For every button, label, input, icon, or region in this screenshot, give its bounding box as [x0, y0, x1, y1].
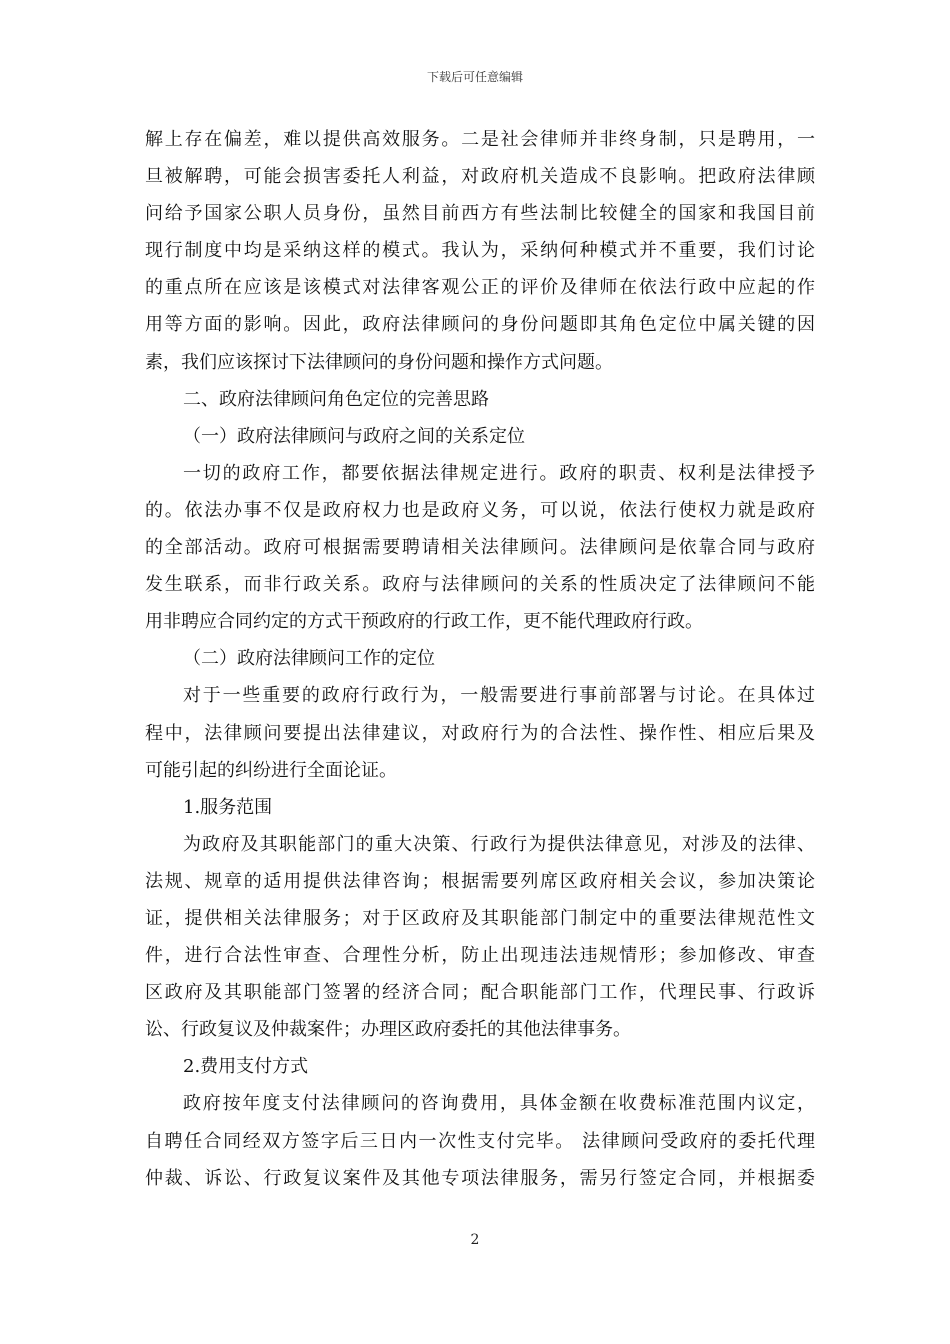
text-line: 件，进行合法性审查、合理性分析，防止出现违法违规情形；参加修改、审查 — [145, 945, 815, 967]
text-line: 用非聘应合同约定的方式干预政府的行政工作，更不能代理政府行政。 — [145, 611, 703, 633]
text-line: 讼、行政复议及仲裁案件；办理区政府委托的其他法律事务。 — [145, 1019, 631, 1041]
text-line: 的全部活动。政府可根据需要聘请相关法律顾问。法律顾问是依靠合同与政府 — [145, 537, 815, 559]
text-line: 的。依法办事不仅是政府权力也是政府义务，可以说，依法行使权力就是政府 — [145, 499, 815, 521]
page-header-note: 下载后可任意编辑 — [426, 70, 523, 84]
text-line: 区政府及其职能部门签署的经济合同；配合职能部门工作，代理民事、行政诉 — [145, 982, 815, 1004]
text-line: 解上存在偏差，难以提供高效服务。二是社会律师并非终身制，只是聘用，一 — [145, 129, 815, 150]
page-number: 2 — [470, 1232, 480, 1248]
text-line: 问给予国家公职人员身份，虽然目前西方有些法制比较健全的国家和我国目前 — [145, 203, 815, 225]
text-line: 对于一些重要的政府行政行为，一般需要进行事前部署与讨论。在具体过 — [183, 685, 815, 707]
text-line: 为政府及其职能部门的重大决策、行政行为提供法律意见，对涉及的法律、 — [183, 833, 815, 855]
text-line: 发生联系，而非行政关系。政府与法律顾问的关系的性质决定了法律顾问不能 — [145, 574, 815, 596]
text-line: 的重点所在应该是该模式对法律客观公正的评价及律师在依法行政中应起的作 — [145, 277, 815, 299]
text-line: 旦被解聘，可能会损害委托人利益，对政府机关造成不良影响。把政府法律顾 — [145, 166, 815, 188]
text-line: 1.服务范围 — [183, 796, 273, 818]
text-line: 素，我们应该探讨下法律顾问的身份问题和操作方式问题。 — [145, 351, 613, 373]
text-line: 政府按年度支付法律顾问的咨询费用，具体金额在收费标准范围内议定， — [183, 1093, 815, 1115]
text-line: 现行制度中均是采纳这样的模式。我认为，采纳何种模式并不重要，我们讨论 — [145, 240, 815, 262]
text-line: （二）政府法律顾问工作的定位 — [183, 648, 435, 670]
text-line: 法规、规章的适用提供法律咨询；根据需要列席区政府相关会议，参加决策论 — [145, 870, 815, 892]
text-line: 程中，法律顾问要提出法律建议，对政府行为的合法性、操作性、相应后果及 — [145, 722, 815, 744]
document-body — [145, 121, 815, 1197]
text-line: 二、政府法律顾问角色定位的完善思路 — [183, 388, 489, 410]
text-line: 证，提供相关法律服务；对于区政府及其职能部门制定中的重要法律规范性文 — [145, 907, 815, 929]
text-line: 2.费用支付方式 — [183, 1056, 309, 1078]
text-line: 可能引起的纠纷进行全面论证。 — [145, 759, 397, 781]
text-line: 自聘任合同经双方签字后三日内一次性支付完毕。 法律顾问受政府的委托代理 — [145, 1130, 815, 1152]
text-line: 仲裁、诉讼、行政复议案件及其他专项法律服务，需另行签定合同，并根据委 — [145, 1167, 815, 1189]
text-line: （一）政府法律顾问与政府之间的关系定位 — [183, 425, 525, 447]
text-line: 一切的政府工作，都要依据法律规定进行。政府的职责、权利是法律授予 — [183, 462, 815, 484]
text-line: 用等方面的影响。因此，政府法律顾问的身份问题即其角色定位中属关键的因 — [145, 314, 815, 336]
